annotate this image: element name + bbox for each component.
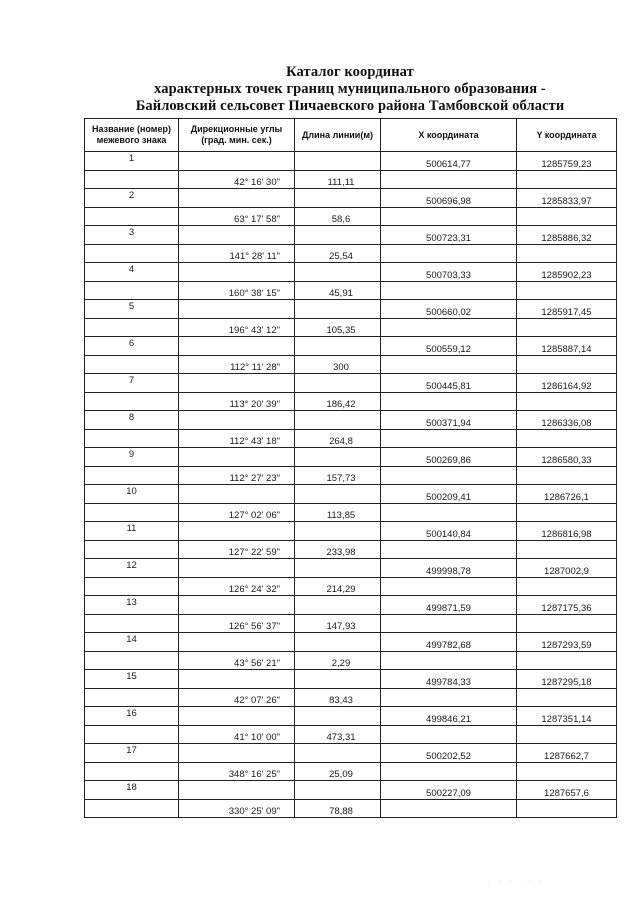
table-row bbox=[85, 208, 617, 226]
point-number: 5 bbox=[85, 300, 179, 319]
x-coordinate: 500660,02 bbox=[381, 300, 517, 319]
table-row bbox=[85, 800, 617, 818]
empty-cell bbox=[179, 744, 295, 763]
empty-cell bbox=[517, 726, 617, 744]
line-length: 25,54 bbox=[295, 245, 381, 263]
table-row bbox=[85, 411, 617, 430]
table-row bbox=[85, 226, 617, 245]
header-y: Y координата bbox=[517, 119, 617, 152]
empty-cell bbox=[85, 208, 179, 226]
table-row bbox=[85, 670, 617, 689]
line-length: 78,88 bbox=[295, 800, 381, 818]
table-row bbox=[85, 448, 617, 467]
empty-cell bbox=[517, 689, 617, 707]
empty-cell bbox=[85, 245, 179, 263]
empty-cell bbox=[85, 504, 179, 522]
direction-angle: 141° 28' 11" bbox=[179, 245, 295, 263]
table-row bbox=[85, 744, 617, 763]
empty-cell bbox=[179, 152, 295, 171]
point-number: 16 bbox=[85, 707, 179, 726]
empty-cell bbox=[517, 578, 617, 596]
header-name: Название (номер) межевого знака bbox=[85, 119, 179, 152]
point-number: 6 bbox=[85, 337, 179, 356]
empty-cell bbox=[85, 393, 179, 411]
empty-cell bbox=[295, 781, 381, 800]
direction-angle: 43° 56' 21" bbox=[179, 652, 295, 670]
empty-cell bbox=[85, 356, 179, 374]
direction-angle: 42° 16' 30" bbox=[179, 171, 295, 189]
table-row bbox=[85, 596, 617, 615]
point-number: 9 bbox=[85, 448, 179, 467]
point-number: 2 bbox=[85, 189, 179, 208]
line-length: 83,43 bbox=[295, 689, 381, 707]
line-length: 157,73 bbox=[295, 467, 381, 485]
empty-cell bbox=[381, 319, 517, 337]
direction-angle: 348° 16' 25" bbox=[179, 763, 295, 781]
empty-cell bbox=[295, 707, 381, 726]
x-coordinate: 500202,52 bbox=[381, 744, 517, 763]
empty-cell bbox=[179, 485, 295, 504]
empty-cell bbox=[517, 208, 617, 226]
line-length: 113,85 bbox=[295, 504, 381, 522]
empty-cell bbox=[295, 485, 381, 504]
empty-cell bbox=[381, 541, 517, 559]
empty-cell bbox=[179, 337, 295, 356]
x-coordinate: 500703,33 bbox=[381, 263, 517, 282]
y-coordinate: 1287293,59 bbox=[517, 633, 617, 652]
x-coordinate: 500269,86 bbox=[381, 448, 517, 467]
direction-angle: 113° 20' 39" bbox=[179, 393, 295, 411]
empty-cell bbox=[517, 541, 617, 559]
line-length: 45,91 bbox=[295, 282, 381, 300]
point-number: 1 bbox=[85, 152, 179, 171]
table-row bbox=[85, 689, 617, 707]
empty-cell bbox=[85, 763, 179, 781]
empty-cell bbox=[381, 430, 517, 448]
empty-cell bbox=[179, 707, 295, 726]
direction-angle: 112° 43' 18" bbox=[179, 430, 295, 448]
line-length: 111,11 bbox=[295, 171, 381, 189]
x-coordinate: 499782,68 bbox=[381, 633, 517, 652]
table-row bbox=[85, 300, 617, 319]
y-coordinate: 1286580,33 bbox=[517, 448, 617, 467]
point-number: 3 bbox=[85, 226, 179, 245]
table-row bbox=[85, 374, 617, 393]
empty-cell bbox=[381, 689, 517, 707]
line-length: 105,35 bbox=[295, 319, 381, 337]
empty-cell bbox=[295, 300, 381, 319]
table-row bbox=[85, 152, 617, 171]
table-row bbox=[85, 578, 617, 596]
table-row bbox=[85, 430, 617, 448]
line-length: 300 bbox=[295, 356, 381, 374]
empty-cell bbox=[295, 596, 381, 615]
empty-cell bbox=[85, 615, 179, 633]
empty-cell bbox=[85, 726, 179, 744]
empty-cell bbox=[85, 689, 179, 707]
line-length: 25,09 bbox=[295, 763, 381, 781]
x-coordinate: 500209,41 bbox=[381, 485, 517, 504]
y-coordinate: 1286816,98 bbox=[517, 522, 617, 541]
table-row bbox=[85, 726, 617, 744]
empty-cell bbox=[85, 541, 179, 559]
table-row bbox=[85, 467, 617, 485]
table-row bbox=[85, 282, 617, 300]
table-row bbox=[85, 652, 617, 670]
line-length: 214,29 bbox=[295, 578, 381, 596]
empty-cell bbox=[295, 263, 381, 282]
empty-cell bbox=[517, 615, 617, 633]
x-coordinate: 500614,77 bbox=[381, 152, 517, 171]
x-coordinate: 499846,21 bbox=[381, 707, 517, 726]
x-coordinate: 500371,94 bbox=[381, 411, 517, 430]
table-row bbox=[85, 356, 617, 374]
empty-cell bbox=[85, 171, 179, 189]
empty-cell bbox=[295, 670, 381, 689]
empty-cell bbox=[179, 226, 295, 245]
empty-cell bbox=[295, 559, 381, 578]
empty-cell bbox=[517, 245, 617, 263]
empty-cell bbox=[179, 596, 295, 615]
table-row bbox=[85, 263, 617, 282]
table-row bbox=[85, 485, 617, 504]
x-coordinate: 500445,81 bbox=[381, 374, 517, 393]
empty-cell bbox=[517, 356, 617, 374]
empty-cell bbox=[295, 374, 381, 393]
y-coordinate: 1287662,7 bbox=[517, 744, 617, 763]
empty-cell bbox=[295, 448, 381, 467]
x-coordinate: 500696,98 bbox=[381, 189, 517, 208]
empty-cell bbox=[517, 800, 617, 818]
empty-cell bbox=[179, 189, 295, 208]
empty-cell bbox=[381, 393, 517, 411]
line-length: 2,29 bbox=[295, 652, 381, 670]
direction-angle: 112° 27' 23" bbox=[179, 467, 295, 485]
empty-cell bbox=[85, 319, 179, 337]
direction-angle: 330° 25' 09" bbox=[179, 800, 295, 818]
line-length: 58,6 bbox=[295, 208, 381, 226]
empty-cell bbox=[179, 374, 295, 393]
empty-cell bbox=[85, 282, 179, 300]
empty-cell bbox=[295, 337, 381, 356]
table-row bbox=[85, 559, 617, 578]
point-number: 17 bbox=[85, 744, 179, 763]
table-row bbox=[85, 763, 617, 781]
empty-cell bbox=[381, 726, 517, 744]
empty-cell bbox=[85, 652, 179, 670]
empty-cell bbox=[295, 189, 381, 208]
empty-cell bbox=[381, 171, 517, 189]
y-coordinate: 1285887,14 bbox=[517, 337, 617, 356]
empty-cell bbox=[517, 171, 617, 189]
empty-cell bbox=[295, 411, 381, 430]
empty-cell bbox=[517, 504, 617, 522]
table-row bbox=[85, 189, 617, 208]
empty-cell bbox=[517, 652, 617, 670]
empty-cell bbox=[85, 578, 179, 596]
line-length: 264,8 bbox=[295, 430, 381, 448]
empty-cell bbox=[295, 744, 381, 763]
table-row bbox=[85, 633, 617, 652]
empty-cell bbox=[179, 448, 295, 467]
y-coordinate: 1285833,97 bbox=[517, 189, 617, 208]
catalog-subtitle: характерных точек границ муниципального образования - bbox=[154, 81, 546, 97]
scan-artifact: · · · · · · bbox=[488, 878, 545, 885]
empty-cell bbox=[381, 800, 517, 818]
empty-cell bbox=[381, 615, 517, 633]
empty-cell bbox=[381, 578, 517, 596]
header-length: Длина линии(м) bbox=[295, 119, 381, 152]
empty-cell bbox=[381, 356, 517, 374]
empty-cell bbox=[295, 522, 381, 541]
header-x: X координата bbox=[381, 119, 517, 152]
point-number: 15 bbox=[85, 670, 179, 689]
x-coordinate: 499784,33 bbox=[381, 670, 517, 689]
table-header-row bbox=[85, 119, 617, 152]
empty-cell bbox=[381, 208, 517, 226]
empty-cell bbox=[381, 504, 517, 522]
direction-angle: 112° 11' 28" bbox=[179, 356, 295, 374]
table-row bbox=[85, 393, 617, 411]
y-coordinate: 1285759,23 bbox=[517, 152, 617, 171]
point-number: 7 bbox=[85, 374, 179, 393]
table-row bbox=[85, 522, 617, 541]
point-number: 8 bbox=[85, 411, 179, 430]
table-row bbox=[85, 337, 617, 356]
table-row bbox=[85, 245, 617, 263]
empty-cell bbox=[85, 467, 179, 485]
y-coordinate: 1286726,1 bbox=[517, 485, 617, 504]
y-coordinate: 1287175,36 bbox=[517, 596, 617, 615]
catalog-subtitle-area: Байловский сельсовет Пичаевского района Тамбовской области bbox=[135, 98, 565, 114]
empty-cell bbox=[381, 467, 517, 485]
empty-cell bbox=[179, 411, 295, 430]
empty-cell bbox=[179, 300, 295, 319]
x-coordinate: 500559,12 bbox=[381, 337, 517, 356]
empty-cell bbox=[517, 282, 617, 300]
point-number: 12 bbox=[85, 559, 179, 578]
x-coordinate: 500723,31 bbox=[381, 226, 517, 245]
line-length: 233,98 bbox=[295, 541, 381, 559]
table-row bbox=[85, 504, 617, 522]
y-coordinate: 1286164,92 bbox=[517, 374, 617, 393]
table-row bbox=[85, 707, 617, 726]
table-row bbox=[85, 541, 617, 559]
catalog-title: Каталог координат bbox=[286, 64, 414, 80]
direction-angle: 127° 22' 59" bbox=[179, 541, 295, 559]
empty-cell bbox=[85, 800, 179, 818]
direction-angle: 126° 24' 32" bbox=[179, 578, 295, 596]
table-row bbox=[85, 171, 617, 189]
point-number: 13 bbox=[85, 596, 179, 615]
empty-cell bbox=[85, 430, 179, 448]
x-coordinate: 500227,09 bbox=[381, 781, 517, 800]
line-length: 473,31 bbox=[295, 726, 381, 744]
line-length: 186,42 bbox=[295, 393, 381, 411]
point-number: 4 bbox=[85, 263, 179, 282]
y-coordinate: 1287351,14 bbox=[517, 707, 617, 726]
y-coordinate: 1285902,23 bbox=[517, 263, 617, 282]
y-coordinate: 1287657,6 bbox=[517, 781, 617, 800]
empty-cell bbox=[381, 763, 517, 781]
direction-angle: 160° 38' 15" bbox=[179, 282, 295, 300]
table-row bbox=[85, 615, 617, 633]
direction-angle: 42° 07' 26" bbox=[179, 689, 295, 707]
point-number: 10 bbox=[85, 485, 179, 504]
x-coordinate: 499871,59 bbox=[381, 596, 517, 615]
empty-cell bbox=[517, 467, 617, 485]
coordinates-table bbox=[84, 118, 617, 818]
direction-angle: 63° 17' 58" bbox=[179, 208, 295, 226]
y-coordinate: 1286336,08 bbox=[517, 411, 617, 430]
empty-cell bbox=[381, 282, 517, 300]
empty-cell bbox=[517, 319, 617, 337]
empty-cell bbox=[179, 633, 295, 652]
header-angles: Дирекционные углы (град. мин. сек.) bbox=[179, 119, 295, 152]
point-number: 11 bbox=[85, 522, 179, 541]
direction-angle: 41° 10' 00" bbox=[179, 726, 295, 744]
empty-cell bbox=[517, 430, 617, 448]
empty-cell bbox=[517, 393, 617, 411]
empty-cell bbox=[295, 633, 381, 652]
table-row bbox=[85, 781, 617, 800]
line-length: 147,93 bbox=[295, 615, 381, 633]
empty-cell bbox=[179, 522, 295, 541]
empty-cell bbox=[179, 559, 295, 578]
empty-cell bbox=[295, 226, 381, 245]
empty-cell bbox=[179, 670, 295, 689]
empty-cell bbox=[179, 781, 295, 800]
table-body bbox=[85, 152, 617, 818]
direction-angle: 127° 02' 06" bbox=[179, 504, 295, 522]
direction-angle: 126° 56' 37" bbox=[179, 615, 295, 633]
y-coordinate: 1285886,32 bbox=[517, 226, 617, 245]
point-number: 14 bbox=[85, 633, 179, 652]
empty-cell bbox=[179, 263, 295, 282]
y-coordinate: 1285917,45 bbox=[517, 300, 617, 319]
y-coordinate: 1287002,9 bbox=[517, 559, 617, 578]
y-coordinate: 1287295,18 bbox=[517, 670, 617, 689]
empty-cell bbox=[381, 652, 517, 670]
x-coordinate: 499998,78 bbox=[381, 559, 517, 578]
empty-cell bbox=[381, 245, 517, 263]
table-row bbox=[85, 319, 617, 337]
point-number: 18 bbox=[85, 781, 179, 800]
direction-angle: 196° 43' 12" bbox=[179, 319, 295, 337]
x-coordinate: 500140,84 bbox=[381, 522, 517, 541]
empty-cell bbox=[295, 152, 381, 171]
empty-cell bbox=[517, 763, 617, 781]
